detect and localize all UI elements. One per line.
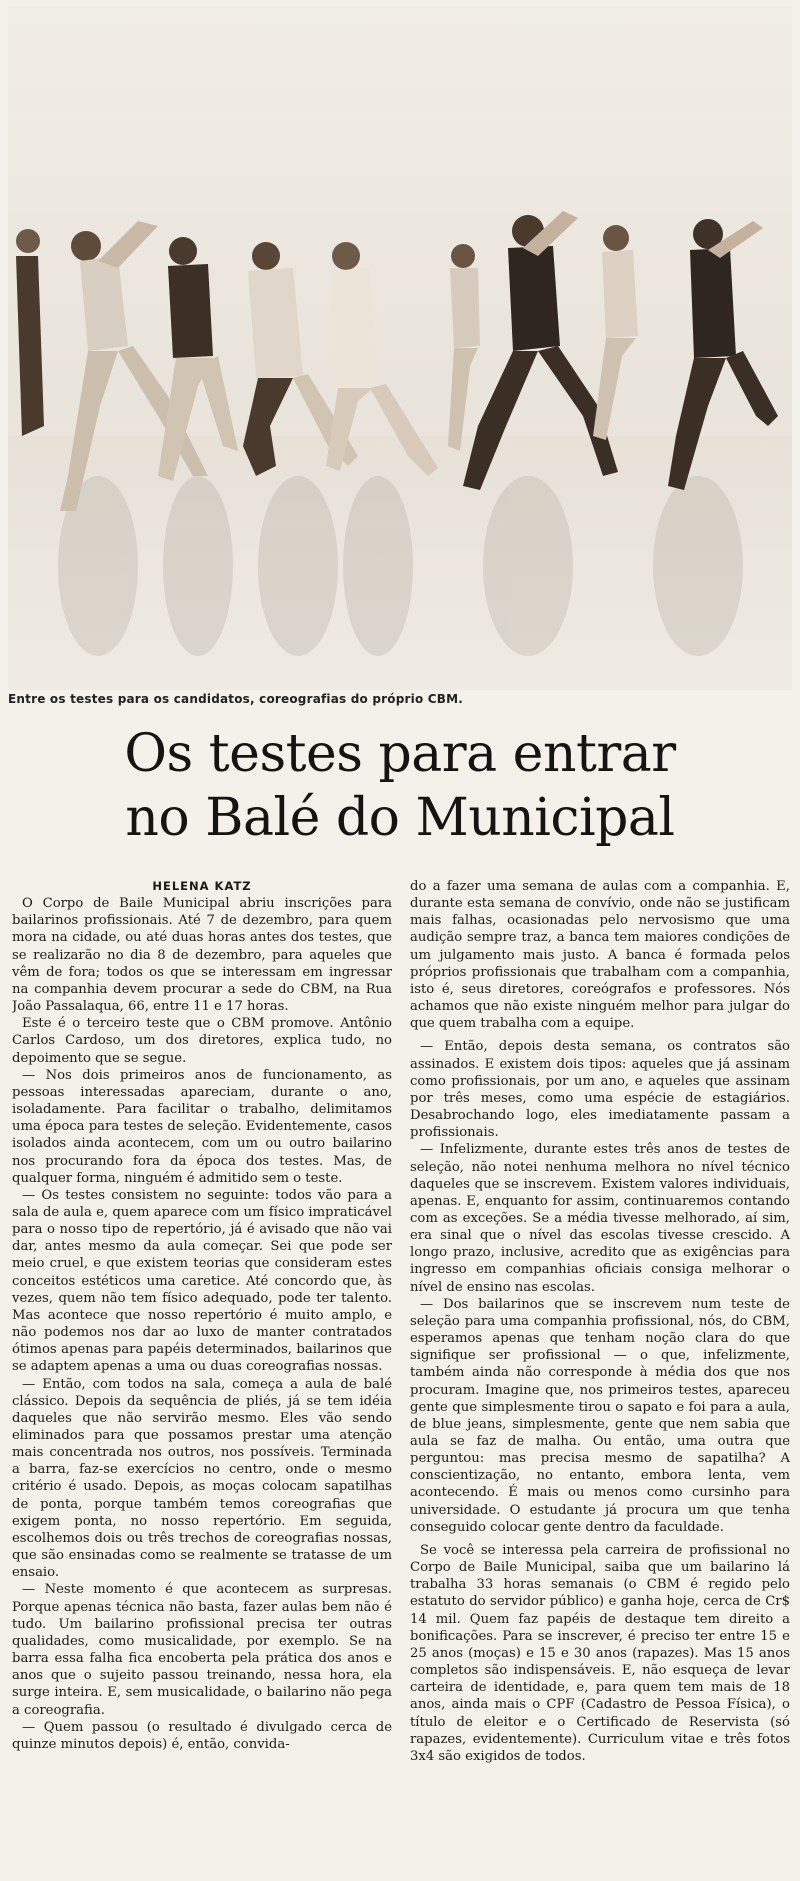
paragraph: Este é o terceiro teste que o CBM promove. Antônio Carlos Cardoso, um dos diretores, explica tudo, no depoimento que se segue. xyxy=(12,1016,392,1066)
dancers-photo xyxy=(8,6,792,690)
article-headline xyxy=(0,722,800,850)
headline-line-2: no Balé do Municipal xyxy=(125,788,675,848)
dancer-figure xyxy=(448,244,480,451)
headline-line-1: Os testes para entrar xyxy=(124,724,676,784)
article-column-right xyxy=(410,878,790,1873)
paragraph: — Quem passou (o resultado é divulgado cerca de quinze minutos depois) é, então, convida- xyxy=(12,1719,392,1752)
paragraph: — Infelizmente, durante estes três anos de testes de seleção, não notei nenhuma melhora no nível técnico daqueles que se inscrevem. Existem valores individuais, apenas. E, enquanto for assim, continuaremos contando com as exceções. Se a média tivesse melhorado, aí sim, era sinal que o nível das escolas tivesse crescido. A longo prazo, inclusive, acredito que as exigências para ingresso em companhias oficiais consiga melhorar o nível de ensino nas escolas. xyxy=(410,1142,790,1295)
paragraph: — Dos bailarinos que se inscrevem num teste de seleção para uma companhia profissional, nós, do CBM, esperamos apenas que tenham noção clara do que signifique ser profissional — o que, infelizmente, também ainda não corresponde à média dos que nos procuram. Imagine que, nos primeiros testes, apareceu gente que simplesmente tirou o sapato e foi para a aula, de blue jeans, simplesmente, gente que nem sabia que aula se faz de malha. Ou então, uma outra que perguntou: mas precisa mesmo de sapatilha? A conscientização, no entanto, embora lenta, vem acontecendo. É mais ou menos como cursinho para universidade. O estudante já procura um que tenha conseguido colocar gente dentro da faculdade. xyxy=(410,1296,790,1535)
paragraph: — Os testes consistem no seguinte: todos vão para a sala de aula e, quem aparece com um físico impraticável para o nosso tipo de repertório, já é avisado que não vai dar, antes mesmo da aula começar. Sei que pode ser meio cruel, e que existem teorias que consideram estes conceitos estéticos uma caretice. Até concordo que, às vezes, quem não tem físico adequado, pode ter talento. Mas acontece que nosso repertório é muito amplo, e não podemos nos dar ao luxo de manter contratados ótimos apenas para papéis determinados, bailarinos que se adaptem apenas a uma ou duas coreografias nossas. xyxy=(12,1187,392,1375)
dancer-figure xyxy=(16,229,44,436)
paragraph: — Neste momento é que acontecem as surpresas. Porque apenas técnica não basta, fazer aulas bem não é tudo. Um bailarino profissional precisa ter outras qualidades, como musicalidade, por exemplo. Se na barra essa falha fica encoberta pela prática dos anos e anos que o sujeito passou treinando, nessa hora, ela surge inteira. E, sem musicalidade, o bailarino não pega a coreografia. xyxy=(12,1582,392,1718)
paragraph: Se você se interessa pela carreira de profissional no Corpo de Baile Municipal, saiba que um bailarino lá trabalha 33 horas semanais (o CBM é regido pelo estatuto do servidor público) e ganha hoje, cerca de Cr$ 14 mil. Quem faz papéis de destaque tem direito a bonificações. Para se inscrever, é preciso ter entre 15 e 25 anos (moças) e 15 e 30 anos (rapazes). Mas 15 anos completos são indispensáveis. E, não esqueça de levar carteira de identidade, e, para quem tem mais de 18 anos, ainda mais o CPF (Cadastro de Pessoa Física), o título de eleitor e o Certificado de Reservista (só rapazes, evidentemente). Curriculum vitae e três fotos 3x4 são exigidos de todos. xyxy=(410,1542,790,1764)
dancers-illustration xyxy=(8,6,792,690)
paragraph: — Então, depois desta semana, os contratos são assinados. E existem dois tipos: aqueles que já assinam como profissionais, por um ano, e aqueles que assinam por três meses, como uma espécie de estagiários. Desabrochando logo, eles imediatamente passam a profissionais. xyxy=(410,1039,790,1141)
photo-caption: Entre os testes para os candidatos, coreografias do próprio CBM. xyxy=(8,692,464,706)
byline: HELENA KATZ xyxy=(152,879,252,893)
paragraph: do a fazer uma semana de aulas com a companhia. E, durante esta semana de convívio, onde não se justificam mais falhas, ocasionadas pelo nervosismo que uma audição sempre traz, a banca tem maiores condições de um julgamento mais justo. A banca é formada pelos próprios profissionais que trabalham com a companhia, isto é, seus diretores, coreógrafos e professores. Nós achamos que não existe ninguém melhor para julgar do que quem trabalha com a equipe. xyxy=(410,879,790,1032)
paragraph: O Corpo de Baile Municipal abriu inscrições para bailarinos profissionais. Até 7 de dezembro, para quem mora na cidade, ou até duas horas antes dos testes, que se realizarão no dia 8 de dezembro, para aqueles que vêm de fora; todos os que se interessam em ingressar na companhia devem procurar a sede do CBM, na Rua João Passalaqua, 66, entre 11 e 17 horas. xyxy=(12,896,392,1015)
article-column-left xyxy=(12,878,392,1873)
paragraph: — Então, com todos na sala, começa a aula de balé clássico. Depois da sequência de pliés, já se tem idéia daqueles que não servirão mesmo. Eles vão sendo eliminados para que possamos prestar uma atenção mais concentrada nos outros, nos possíveis. Terminada a barra, faz-se exercícios no centro, onde o mesmo critério é usado. Depois, as moças colocam sapatilhas de ponta, porque também temos coreografias que exigem ponta, no nosso repertório. Em seguida, escolhemos dois ou três trechos de coreografias nossas, que são ensinadas como se realmente se tratasse de um ensaio. xyxy=(12,1376,392,1581)
dancer-figure xyxy=(593,225,638,440)
article-body xyxy=(12,878,790,1873)
paragraph: — Nos dois primeiros anos de funcionamento, as pessoas interessadas apareciam, durante o ano, isoladamente. Para facilitar o trabalho, delimitamos uma época para testes de seleção. Evidentemente, casos isolados ainda acontecem, com um ou outro bailarino nos procurando fora da época dos testes. Mas, de qualquer forma, ninguém é admitido sem o teste. xyxy=(12,1067,392,1186)
